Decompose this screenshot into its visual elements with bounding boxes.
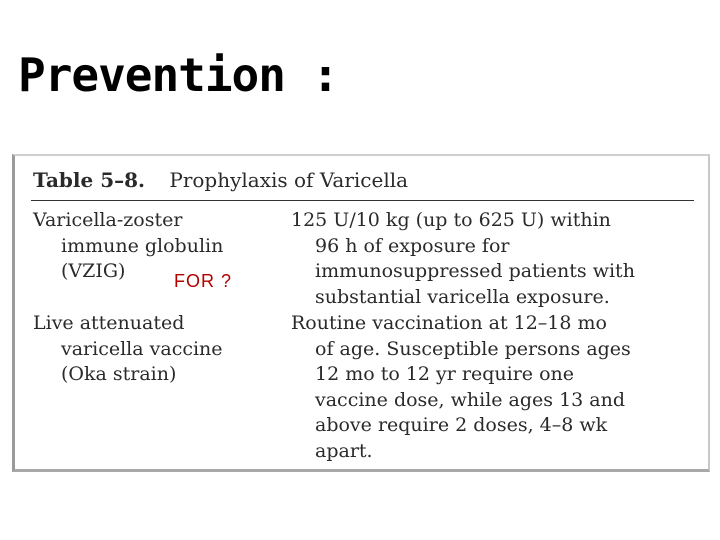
- table-caption-title: Prophylaxis of Varicella: [169, 168, 409, 192]
- table-cell-line: (Oka strain): [61, 363, 177, 385]
- prophylaxis-table: [12, 154, 710, 472]
- table-cell-recommendation-vaccine: [291, 311, 631, 464]
- table-cell-line: Varicella-zoster: [33, 209, 183, 231]
- table-caption: [33, 168, 408, 192]
- table-cell-line: substantial varicella exposure.: [315, 285, 610, 308]
- table-cell-line: above require 2 doses, 4–8 wk: [315, 414, 608, 436]
- table-cell-recommendation-vzig: [291, 208, 635, 310]
- table-cell-line: varicella vaccine: [61, 337, 223, 360]
- slide-title: Prevention :: [18, 48, 339, 102]
- table-cell-line: 125 U/10 kg (up to 625 U) within: [291, 209, 611, 231]
- table-caption-label: Table 5–8.: [33, 168, 145, 192]
- table-cell-line: apart.: [315, 439, 373, 462]
- table-cell-line: vaccine dose, while ages 13 and: [315, 388, 626, 411]
- table-cell-line: 12 mo to 12 yr require one: [315, 363, 574, 385]
- table-cell-agent-vaccine: [33, 311, 223, 388]
- table-cell-line: Live attenuated: [33, 312, 185, 334]
- table-cell-line: 96 h of exposure for: [315, 234, 510, 257]
- table-cell-line: (VZIG): [61, 260, 126, 282]
- table-top-rule: [31, 200, 694, 201]
- for-question-annotation: FOR ?: [174, 271, 233, 291]
- table-cell-line: of age. Susceptible persons ages: [315, 337, 631, 360]
- table-cell-line: immune globulin: [61, 234, 224, 257]
- table-cell-line: Routine vaccination at 12–18 mo: [291, 312, 607, 334]
- table-cell-line: immunosuppressed patients with: [315, 260, 635, 282]
